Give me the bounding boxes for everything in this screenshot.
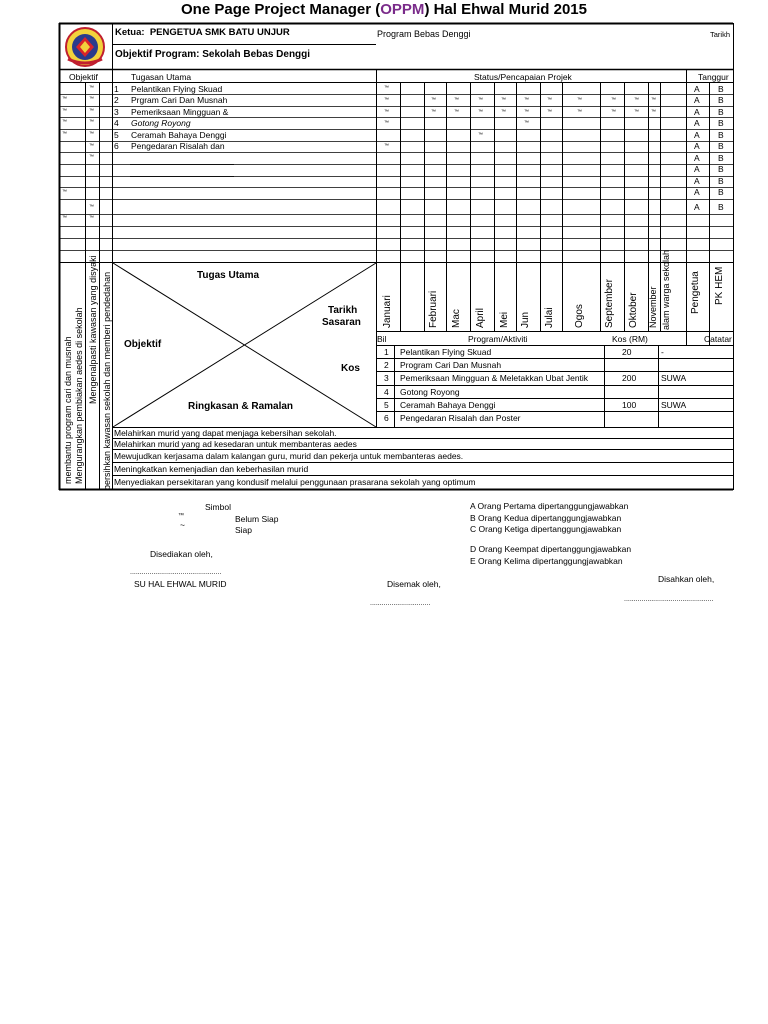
cross-objektif: Objektif <box>124 339 162 350</box>
task-number: 2 <box>114 95 119 105</box>
responsibility-a: A <box>694 130 700 140</box>
pt-program-header: Program/Aktiviti <box>468 334 528 344</box>
tm-mark: ™ <box>89 204 94 210</box>
tm-mark: ™ <box>89 131 94 137</box>
pt-bil: 1 <box>384 347 389 357</box>
task-name: Pemeriksaan Mingguan & <box>131 107 229 117</box>
cross-tarikh: Tarikh <box>328 305 358 316</box>
tm-mark: ™ <box>478 109 483 115</box>
signature-line-2: ............................... <box>370 600 431 607</box>
responsibility-a: A <box>694 202 700 212</box>
responsibility-a: A <box>694 95 700 105</box>
responsibility-b: B <box>718 118 724 128</box>
tilde-symbol: ~ <box>180 520 185 530</box>
tm-mark: ™ <box>89 119 94 125</box>
responsibility-a: A <box>694 153 700 163</box>
tm-mark: ™ <box>431 109 436 115</box>
pt-catatan: SUWA <box>661 373 687 383</box>
task-number: 6 <box>114 141 119 151</box>
month-label: Ogos <box>574 304 585 328</box>
responsibility-b: B <box>718 164 724 174</box>
pt-program: Gotong Royong <box>400 387 460 397</box>
tm-mark: ™ <box>524 97 529 103</box>
month-label: Oktober <box>628 292 639 328</box>
tarikh-label: Tarikh <box>710 30 731 39</box>
tm-mark: ™ <box>501 109 506 115</box>
siap: Siap <box>235 525 253 535</box>
tm-mark: ™ <box>431 97 436 103</box>
pt-bil-header: Bil <box>377 334 387 344</box>
legend-item: A Orang Pertama dipertanggungjawabkan <box>470 501 629 511</box>
pt-catatan: SUWA <box>661 400 687 410</box>
cross-kos: Kos <box>341 363 360 374</box>
month-label: Mac <box>451 309 462 328</box>
responsibility-a: A <box>694 187 700 197</box>
objective-vertical-2: Mengurangkan pembiakan aedes di sekolah <box>74 307 84 484</box>
pt-kos: 200 <box>622 373 637 383</box>
month-label: Julai <box>544 307 555 328</box>
signature-line-1: ............................................... <box>130 569 222 576</box>
legend-item: D Orang Keempat dipertanggungjawabkan <box>470 544 632 554</box>
tm-mark: ™ <box>62 96 67 102</box>
responsibility-b: B <box>718 141 724 151</box>
month-label: Januari <box>382 295 393 328</box>
responsibility-a: A <box>694 107 700 117</box>
tm-mark: ™ <box>478 132 483 138</box>
summary-line: Melahirkan murid yang dapat menjaga kebersihan sekolah. <box>114 428 337 438</box>
pt-bil: 6 <box>384 413 389 423</box>
objektif-program: Objektif Program: Sekolah Bebas Denggi <box>115 49 311 60</box>
pt-program: Pelantikan Flying Skuad <box>400 347 492 357</box>
responsibility-b: B <box>718 176 724 186</box>
task-number: 4 <box>114 118 119 128</box>
tm-mark: ™ <box>547 109 552 115</box>
school-logo <box>62 25 108 69</box>
tm-mark: ™ <box>89 154 94 160</box>
summary-line: Mewujudkan kerjasama dalam kalangan guru, murid dan pekerja untuk membanteras aedes. <box>114 451 464 461</box>
tm-mark: ™ <box>384 109 389 115</box>
responsibility-a: A <box>694 141 700 151</box>
pt-program: Pengedaran Risalah dan Poster <box>400 413 521 423</box>
task-number: 1 <box>114 84 119 94</box>
summary-line: Meningkatkan kemenjadian dan keberhasilan murid <box>114 464 309 474</box>
responsibility-a: A <box>694 84 700 94</box>
col-tanggung: Tanggur <box>698 72 729 82</box>
task-name: Pengedaran Risalah dan <box>131 141 225 151</box>
program-name: Program Bebas Denggi <box>377 29 471 39</box>
tm-mark: ™ <box>384 143 389 149</box>
month-label: alam warga sekolah <box>661 249 671 330</box>
pt-kos-header: Kos (RM) <box>612 334 648 344</box>
tm-mark: ™ <box>62 108 67 114</box>
responsibility-b: B <box>718 153 724 163</box>
belum-siap: Belum Siap <box>235 514 279 524</box>
task-name: Gotong Royong <box>131 118 191 128</box>
disahkan: Disahkan oleh, <box>658 574 715 584</box>
simbol-label: Simbol <box>205 502 231 512</box>
tm-mark: ™ <box>89 108 94 114</box>
pt-program: Pemeriksaan Mingguan & Meletakkan Ubat Jentik <box>400 373 589 383</box>
pt-program: Program Cari Dan Musnah <box>400 360 502 370</box>
task-name: Prgram Cari Dan Musnah <box>131 95 228 105</box>
task-name: Ceramah Bahaya Denggi <box>131 130 227 140</box>
disediakan: Disediakan oleh, <box>150 549 213 559</box>
objective-vertical-1: membantu program cari dan musnah <box>63 336 73 484</box>
ketua-label: Ketua: PENGETUA SMK BATU UNJUR <box>115 27 290 38</box>
tm-mark: ™ <box>651 109 656 115</box>
tm-mark: ™ <box>384 97 389 103</box>
tm-mark: ™ <box>524 109 529 115</box>
signature-line-3: .............................................. <box>624 596 714 603</box>
pt-catatan: - <box>661 347 664 357</box>
tm-mark: ™ <box>577 109 582 115</box>
task-number: 3 <box>114 107 119 117</box>
responsibility-b: B <box>718 84 724 94</box>
month-label: Februari <box>428 290 439 328</box>
cross-tugas: Tugas Utama <box>197 270 260 281</box>
tm-mark: ™ <box>634 109 639 115</box>
responsibility-a: A <box>694 118 700 128</box>
mark-belum: ™ <box>178 513 184 519</box>
tm-mark: ™ <box>611 97 616 103</box>
tm-mark: ™ <box>89 143 94 149</box>
tm-mark: ™ <box>651 97 656 103</box>
tm-mark: ™ <box>524 120 529 126</box>
responsibility-b: B <box>718 187 724 197</box>
page-title: One Page Project Manager (OPPM) Hal Ehwal Murid 2015 <box>181 1 587 18</box>
pt-bil: 3 <box>384 373 389 383</box>
summary-line: Menyediakan persekitaran yang kondusif melalui penggunaan prasarana sekolah yang optimum <box>114 477 476 487</box>
pt-kos: 20 <box>622 347 632 357</box>
responsibility-b: B <box>718 95 724 105</box>
pt-bil: 4 <box>384 387 389 397</box>
tm-mark: ™ <box>89 215 94 221</box>
col-objektif: Objektif <box>69 72 98 82</box>
month-label: April <box>475 307 486 328</box>
responsibility-a: A <box>694 164 700 174</box>
cross-ringkasan: Ringkasan & Ramalan <box>188 401 294 412</box>
tm-mark: ™ <box>478 97 483 103</box>
col-status: Status/Pencapaian Projek <box>474 72 572 82</box>
month-label: November <box>648 286 658 328</box>
tm-mark: ™ <box>577 97 582 103</box>
tm-mark: ™ <box>62 119 67 125</box>
month-label: Jun <box>520 311 531 328</box>
tm-mark: ™ <box>454 109 459 115</box>
tm-mark: ™ <box>62 215 67 221</box>
owner-pengetua: Pengetua <box>690 271 701 314</box>
tm-mark: ™ <box>634 97 639 103</box>
legend-item: B Orang Kedua dipertanggungjawabkan <box>470 513 622 523</box>
tm-mark: ™ <box>89 96 94 102</box>
legend-item: C Orang Ketiga dipertanggungjawabkan <box>470 524 622 534</box>
legend-item: E Orang Kelima dipertanggungjawabkan <box>470 556 623 566</box>
pt-kos: 100 <box>622 400 637 410</box>
task-name: Pelantikan Flying Skuad <box>131 84 223 94</box>
summary-line: Melahirkan murid yang ad kesedaran untuk membanteras aedes <box>114 439 357 449</box>
month-label: Mei <box>499 311 510 328</box>
tm-mark: ™ <box>384 120 389 126</box>
responsibility-b: B <box>718 202 724 212</box>
month-label: September <box>604 279 615 328</box>
pt-program: Ceramah Bahaya Denggi <box>400 400 496 410</box>
pt-bil: 5 <box>384 400 389 410</box>
responsibility-b: B <box>718 130 724 140</box>
tm-mark: ™ <box>384 85 389 91</box>
tm-mark: ™ <box>611 109 616 115</box>
pt-bil: 2 <box>384 360 389 370</box>
col-tugasan: Tugasan Utama <box>131 72 192 82</box>
disemak: Disemak oleh, <box>387 579 441 589</box>
tm-mark: ™ <box>62 189 67 195</box>
owner-pk-hem: PK HEM <box>714 266 725 305</box>
cross-sasaran: Sasaran <box>322 317 361 328</box>
tm-mark: ™ <box>454 97 459 103</box>
tm-mark: ™ <box>501 97 506 103</box>
responsibility-b: B <box>718 107 724 117</box>
objective-vertical-4: bersihkan kawasan sekolah dan memberi pendedahan <box>102 271 112 490</box>
tm-mark: ™ <box>62 131 67 137</box>
tm-mark: ™ <box>89 85 94 91</box>
objective-vertical-3: Mengenalpasti kawasan yang disyaki <box>88 255 98 404</box>
pt-catatan-header: Catatar <box>704 334 732 344</box>
su-hal-ehwal: SU HAL EHWAL MURID <box>134 579 227 589</box>
responsibility-a: A <box>694 176 700 186</box>
tm-mark: ™ <box>547 97 552 103</box>
task-number: 5 <box>114 130 119 140</box>
